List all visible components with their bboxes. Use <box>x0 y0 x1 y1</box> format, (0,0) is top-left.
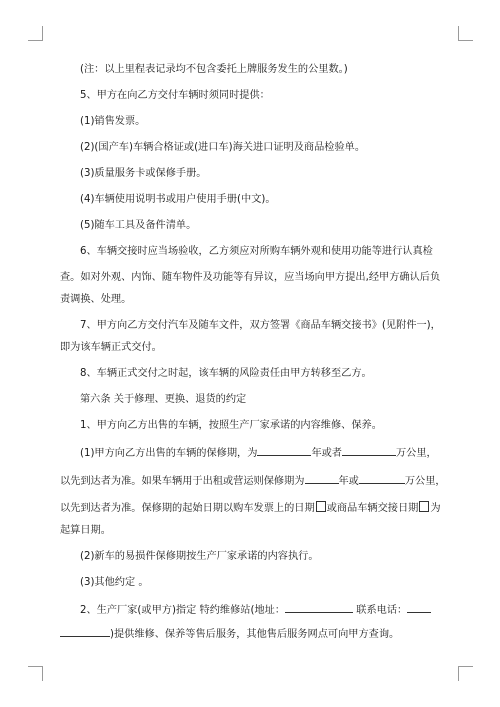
article-6-subitem-3: (3)其他约定 。 <box>80 577 149 588</box>
warranty-line-1 <box>60 445 450 461</box>
item-4: (4)车辆使用说明书或用户使用手册(中文)。 <box>80 194 276 205</box>
address-blank[interactable] <box>285 602 353 613</box>
item-2: (2)(国产车)车辆合格证或(进口车)海关进口证明及商品检验单。 <box>80 142 366 153</box>
handover-date-checkbox[interactable] <box>419 501 429 512</box>
clause-6-line-2: 查。如对外观、内饰、随车物件及功能等有异议，应当场向甲方提出,经甲方确认后负 <box>60 272 441 283</box>
service-line-1 <box>60 602 450 618</box>
article-6-heading: 第六条 关于修理、更换、退货的约定 <box>80 394 247 405</box>
phone-blank-a[interactable] <box>407 602 431 613</box>
start-date-text-c: 为 <box>430 503 441 514</box>
start-date-text-a: 以先到达者为准。保修期的起始日期以购车发票上的日期 <box>60 503 315 514</box>
article-6-subitem-2: (2)新车的易损件保修期按生产厂家承诺的内容执行。 <box>80 551 319 562</box>
crop-mark-bottom-left <box>28 666 43 681</box>
service-text-b: 联系电话： <box>356 605 408 616</box>
warranty-text-b: 年或者 <box>311 448 342 459</box>
item-5: (5)随车工具及备件清单。 <box>80 220 197 231</box>
rental-km-blank[interactable] <box>359 473 405 484</box>
warranty-text-a: (1)甲方向乙方出售的车辆的保修期，为 <box>80 448 258 459</box>
warranty-years-blank[interactable] <box>257 445 311 456</box>
warranty-text-c: 万公里， <box>396 448 437 459</box>
crop-mark-top-left <box>28 26 43 41</box>
item-3: (3)质量服务卡或保修手册。 <box>80 168 207 179</box>
item-1: (1)销售发票。 <box>80 116 146 127</box>
rental-years-blank[interactable] <box>305 473 339 484</box>
rental-text-b: 年或 <box>338 476 359 487</box>
warranty-line-2 <box>60 473 450 489</box>
clause-6-line-3: 责调换、处理。 <box>60 294 132 305</box>
note-line: (注：以上里程表记录均不包含委托上牌服务发生的公里数。) <box>80 64 348 75</box>
start-date-text-b: 或商品车辆交接日期 <box>326 503 419 514</box>
warranty-km-blank[interactable] <box>342 445 396 456</box>
rental-text-c: 万公里， <box>404 476 446 487</box>
rental-text-a: 以先到达者为准。如果车辆用于出租或营运则保修期为 <box>60 476 305 487</box>
clause-8: 8、车辆正式交付之时起，该车辆的风险责任由甲方转移至乙方。 <box>80 368 372 379</box>
crop-mark-top-right <box>458 26 473 41</box>
clause-5-heading: 5、甲方在向乙方交付车辆时须同时提供： <box>80 90 270 101</box>
service-line-2 <box>60 626 450 642</box>
warranty-line-3 <box>60 501 450 516</box>
service-text-c: )提供维修、保养等售后服务，其他售后服务网点可向甲方查询。 <box>110 629 400 640</box>
clause-7-line-2: 即为该车辆正式交付。 <box>60 342 162 353</box>
phone-blank-b[interactable] <box>60 626 110 637</box>
document-body <box>60 63 450 642</box>
crop-mark-bottom-right <box>458 666 473 681</box>
warranty-line-4: 起算日期。 <box>60 525 111 536</box>
clause-6-line-1: 6、车辆交接时应当场验收，乙方须应对所购车辆外观和使用功能等进行认真检 <box>80 246 433 257</box>
invoice-date-checkbox[interactable] <box>316 501 326 512</box>
article-6-item-1: 1、甲方向乙方出售的车辆，按照生产厂家承诺的内容维修、保养。 <box>80 420 382 431</box>
service-text-a: 2、生产厂家(或甲方)指定 特约维修站(地址： <box>80 605 286 616</box>
clause-7-line-1: 7、甲方向乙方交付汽车及随车文件，双方签署《商品车辆交接书》(见附件一)， <box>80 320 441 331</box>
